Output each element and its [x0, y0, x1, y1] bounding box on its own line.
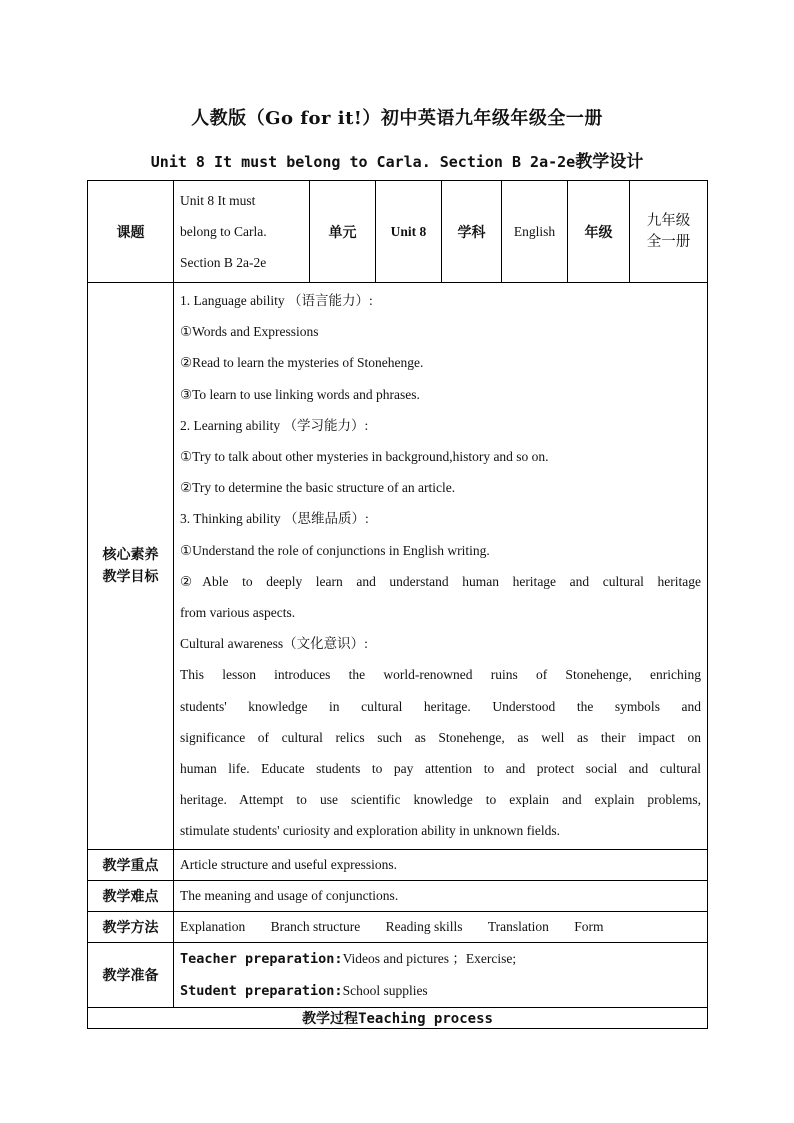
goal-line: 2. Learning ability （学习能力）:	[180, 417, 369, 433]
method-item: Branch structure	[270, 918, 361, 934]
topic-label: 课题	[88, 181, 174, 283]
topic-line: Unit 8 It must	[180, 193, 256, 208]
goals-content	[174, 283, 708, 850]
grade-value	[630, 181, 708, 283]
teaching-process-header	[88, 1007, 708, 1028]
process-label-en: Teaching process	[358, 1010, 493, 1027]
goal-line: ①Words and Expressions	[180, 324, 319, 340]
goals-label	[88, 283, 174, 850]
grade-line: 全一册	[646, 233, 691, 250]
topic-line: belong to Carla.	[180, 224, 267, 239]
key-points-row	[88, 849, 708, 880]
goals-label-line: 核心素养	[102, 546, 159, 563]
goals-label-line: 教学目标	[102, 568, 159, 585]
subtitle-english: Unit 8 It must belong to Carla. Section B 2a-2e	[150, 153, 576, 171]
methods-value	[174, 911, 708, 942]
goal-line: ②Read to learn the mysteries of Stonehenge.	[180, 355, 424, 371]
method-item: Reading skills	[385, 918, 463, 934]
goal-line: students' knowledge in cultural heritage. Understood the symbols and	[180, 698, 701, 714]
unit-label: 单元	[310, 181, 376, 283]
goal-line: ①Understand the role of conjunctions in English writing.	[180, 542, 490, 558]
teacher-preparation-value: Videos and pictures ；Exercise;	[342, 950, 517, 966]
goal-line: ②Try to determine the basic structure of an article.	[180, 480, 456, 496]
topic-line: Section B 2a-2e	[180, 255, 267, 270]
subject-label: 学科	[442, 181, 502, 283]
method-item: Explanation	[180, 918, 246, 934]
grade-label: 年级	[568, 181, 630, 283]
goal-line: significance of cultural relics such as Stonehenge, as well as their impact on	[180, 729, 701, 745]
goal-line: human life. Educate students to pay attention to and protect social and cultural	[180, 761, 701, 777]
method-item: Translation	[487, 918, 549, 934]
subject-value: English	[502, 181, 568, 283]
process-label-cn: 教学过程	[302, 1010, 359, 1027]
preparation-value	[174, 942, 708, 1007]
difficulties-value: The meaning and usage of conjunctions.	[174, 880, 708, 911]
methods-label: 教学方法	[88, 911, 174, 942]
goal-line: ②Able to deeply learn and understand human heritage and cultural heritage	[180, 573, 701, 589]
grade-line: 九年级	[646, 212, 691, 229]
student-preparation-label: Student preparation:	[180, 982, 343, 999]
subtitle-chinese: 教学设计	[575, 152, 644, 172]
preparation-row	[88, 942, 708, 1007]
document-title: 人教版（Go for it!）初中英语九年级年级全一册	[191, 108, 603, 129]
key-points-value: Article structure and useful expressions.	[174, 849, 708, 880]
method-item: Form	[574, 918, 604, 934]
preparation-label: 教学准备	[88, 942, 174, 1007]
topic-value	[174, 181, 310, 283]
header-row	[88, 181, 708, 283]
goal-line: ③To learn to use linking words and phrases.	[180, 386, 420, 402]
goal-line: stimulate students' curiosity and exploration ability in unknown fields.	[180, 823, 561, 839]
goal-line: 1. Language ability （语言能力）:	[180, 293, 373, 308]
difficulties-label: 教学难点	[88, 880, 174, 911]
key-points-label: 教学重点	[88, 849, 174, 880]
methods-row	[88, 911, 708, 942]
difficulties-row	[88, 880, 708, 911]
goal-line: heritage. Attempt to use scientific knowledge to explain and explain problems,	[180, 792, 701, 808]
student-preparation	[180, 975, 701, 1007]
lesson-plan-table	[87, 180, 708, 1029]
goals-row	[88, 283, 708, 850]
unit-value: Unit 8	[376, 181, 442, 283]
goal-line: This lesson introduces the world-renowned ruins of Stonehenge, enriching	[180, 667, 701, 683]
student-preparation-value: School supplies	[342, 982, 428, 998]
goal-line: 3. Thinking ability （思维品质）:	[180, 511, 369, 527]
teacher-preparation	[180, 943, 701, 975]
goal-line: ①Try to talk about other mysteries in background,history and so on.	[180, 449, 549, 465]
goal-line: from various aspects.	[180, 605, 296, 621]
document-subtitle	[0, 147, 794, 172]
goal-line: Cultural awareness（文化意识）:	[180, 636, 368, 652]
teacher-preparation-label: Teacher preparation:	[180, 950, 343, 967]
process-row	[88, 1007, 708, 1028]
